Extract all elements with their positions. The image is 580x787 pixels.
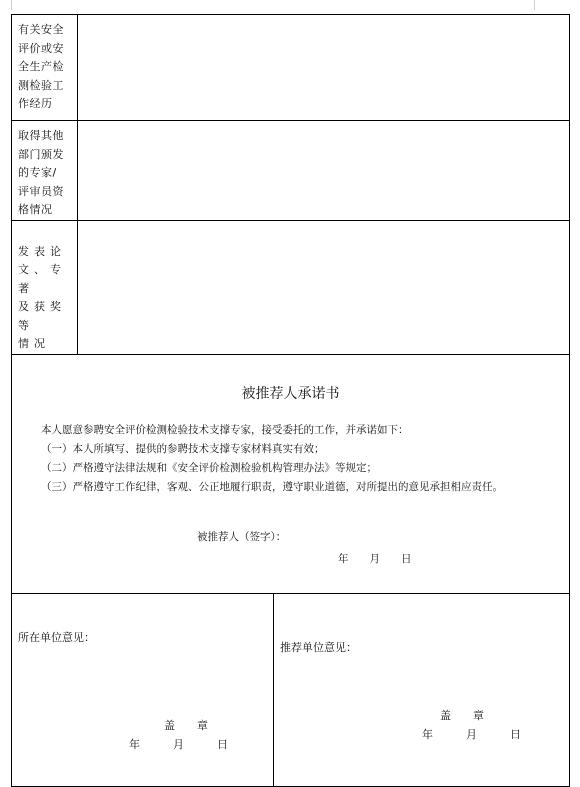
pledge-date: 年 月 日 — [338, 552, 412, 565]
label-line: 格情况 — [18, 203, 53, 216]
label-line: 部门颁发 — [18, 147, 64, 161]
signature-label: 被推荐人（签字）： — [197, 530, 287, 543]
label-line: 全生产检 — [18, 60, 64, 73]
label-line: 评价或安 — [18, 41, 64, 55]
pledge-item: （三）严格遵守工作纪律，客观、公正地履行职责，遵守职业道德，对所提出的意见承担相应责任。 — [41, 480, 503, 493]
recommender-opinion-label: 推荐单位意见： — [280, 640, 357, 654]
application-form-table — [11, 14, 570, 787]
pledge-item: （二）严格遵守法律法规和《安全评价检测检验机构管理办法》等规定； — [41, 461, 377, 474]
label-line: 的专家/ — [18, 166, 57, 179]
employer-opinion-section[interactable] — [12, 593, 274, 786]
label-line: 有关安全 — [18, 23, 64, 36]
crop-mark — [11, 0, 12, 10]
label-line: 评审员资 — [18, 184, 64, 198]
label-line: 发表论 — [18, 244, 66, 258]
pledge-title: 被推荐人承诺书 — [241, 385, 340, 402]
row-label — [12, 15, 78, 121]
employer-seal: 盖 章 — [164, 718, 208, 732]
recommender-seal: 盖 章 — [440, 708, 484, 722]
employer-opinion-label: 所在单位意见： — [18, 630, 95, 644]
crop-mark — [534, 0, 535, 10]
pledge-intro: 本人愿意参聘安全评价检测检验技术支撑专家，接受委托的工作，并承诺如下： — [41, 423, 409, 436]
label-line: 测检验工 — [18, 78, 64, 92]
experience-field[interactable] — [78, 15, 570, 121]
form-row-qualifications — [12, 121, 570, 221]
pledge-section — [12, 354, 570, 593]
row-label — [12, 220, 78, 354]
label-line: 及获奖等 — [18, 300, 66, 332]
qualifications-field[interactable] — [78, 121, 570, 221]
opinions-row — [12, 593, 570, 786]
label-line: 文、专著 — [18, 263, 66, 295]
recommender-opinion-section[interactable] — [274, 593, 570, 786]
form-row-experience — [12, 15, 570, 121]
label-line: 作经历 — [18, 97, 53, 110]
recommender-date: 年 月 日 — [422, 727, 521, 741]
label-line: 情况 — [18, 337, 50, 350]
pledge-row — [12, 354, 570, 593]
row-label — [12, 121, 78, 221]
pledge-body — [20, 421, 561, 497]
label-line: 取得其他 — [18, 129, 64, 142]
publications-field[interactable] — [78, 220, 570, 354]
employer-date: 年 月 日 — [129, 737, 228, 751]
form-row-publications — [12, 220, 570, 354]
pledge-item: （一）本人所填写、提供的参聘技术支撑专家材料真实有效； — [41, 442, 325, 455]
